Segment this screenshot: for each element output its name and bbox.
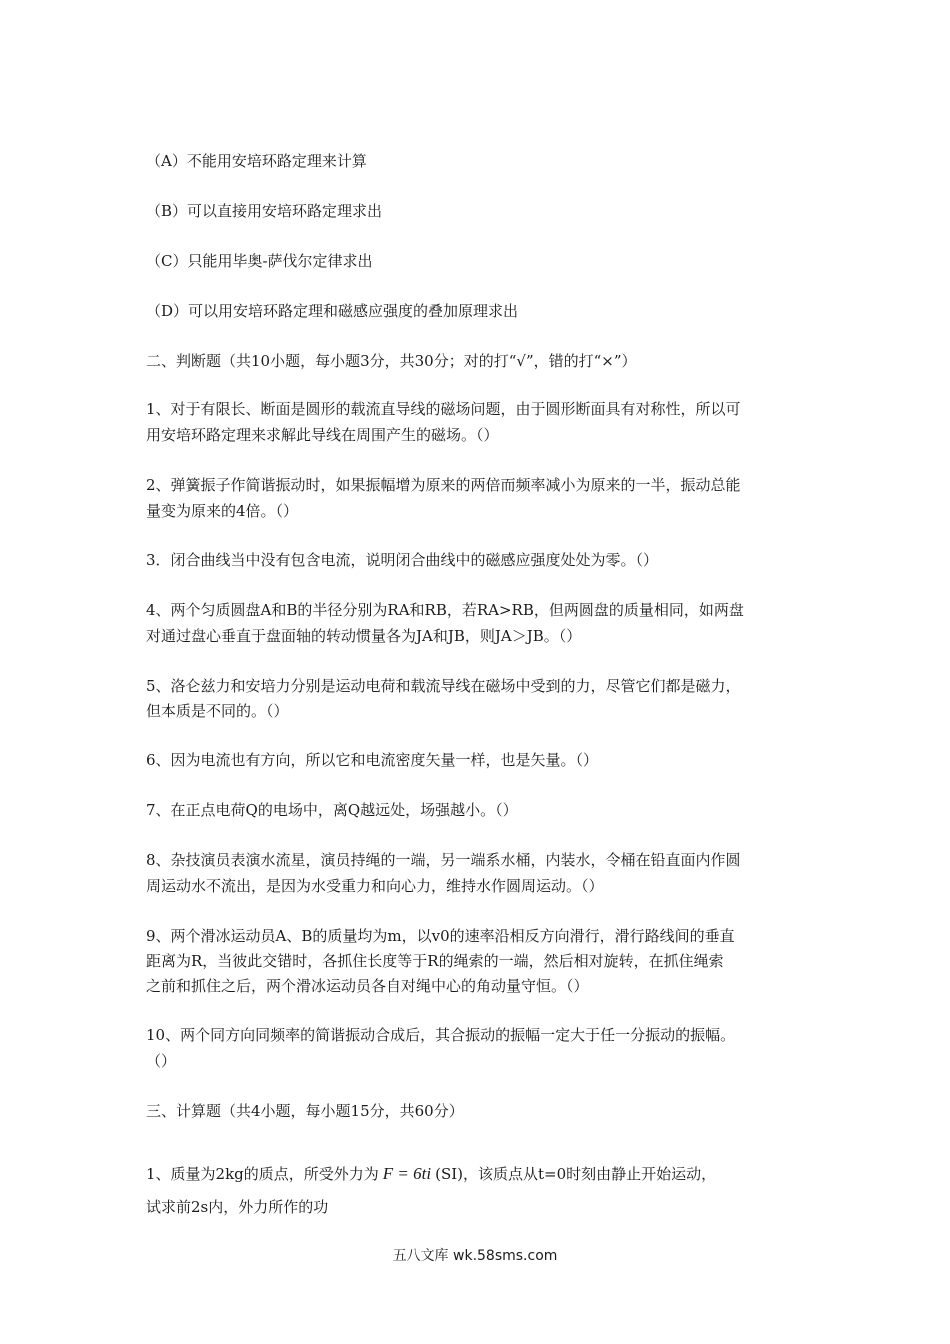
judge-q1-line2: 用安培环路定理来求解此导线在周围产生的磁场。（） [146,426,499,444]
calc-q1-line1 [146,1163,716,1185]
footer-watermark: 五八文库 wk.58sms.com [392,1248,558,1264]
calc-q1-text-b: (SI)，该质点从t=0时刻由静止开始运动， [435,1165,717,1183]
option-d: （D）可以用安培环路定理和磁感应强度的叠加原理求出 [146,302,519,320]
judge-q5-line2: 但本质是不同的。（） [146,702,289,720]
judge-q9-line3: 之前和抓住之后，两个滑冰运动员各自对绳中心的角动量守恒。（） [146,977,589,995]
judge-q10-line2: （） [146,1052,177,1070]
judge-q8-line1: 8、杂技演员表演水流星，演员持绳的一端，另一端系水桶，内装水，令桶在铅直面内作圆 [146,851,741,869]
option-a: （A）不能用安培环路定理来计算 [146,152,367,170]
judge-q2-line1: 2、弹簧振子作简谐振动时，如果振幅增为原来的两倍而频率减小为原来的一半，振动总能 [146,476,741,494]
judge-q3: 3．闭合曲线当中没有包含电流，说明闭合曲线中的磁感应强度处处为零。（） [146,551,659,569]
judge-q1-line1: 1、对于有限长、断面是圆形的载流直导线的磁场问题，由于圆形断面具有对称性，所以可 [146,400,741,418]
judge-q2-line2: 量变为原来的4倍。（） [146,502,299,520]
judge-q10-line1: 10、两个同方向同频率的简谐振动合成后，其合振动的振幅一定大于任一分振动的振幅。 [146,1026,736,1044]
judge-q8-line2: 周运动水不流出，是因为水受重力和向心力，维持水作圆周运动。（） [146,877,604,895]
calc-q1-line2: 试求前2s内，外力所作的功 [146,1198,329,1216]
judge-q7: 7、在正点电荷Q的电场中，离Q越远处，场强越小。（） [146,801,518,819]
judge-q5-line1: 5、洛仑兹力和安培力分别是运动电荷和载流导线在磁场中受到的力，尽管它们都是磁力， [146,677,741,695]
force-formula: F = 6ti [382,1164,432,1183]
judge-q4-line1: 4、两个匀质圆盘A和B的半径分别为RA和RB，若RA>RB，但两圆盘的质量相同，如两盘 [146,601,744,619]
section3-heading: 三、计算题（共4小题，每小题15分，共60分） [146,1102,464,1120]
judge-q6: 6、因为电流也有方向，所以它和电流密度矢量一样，也是矢量。（） [146,751,599,769]
option-c: （C）只能用毕奥-萨伐尔定律求出 [146,252,373,270]
calc-q1-text-a: 1、质量为2kg的质点，所受外力为 [146,1165,379,1183]
option-b: （B）可以直接用安培环路定理求出 [146,202,383,220]
judge-q4-line2: 对通过盘心垂直于盘面轴的转动惯量各为JA和JB，则JA＞JB。（） [146,627,582,645]
judge-q9-line2: 距离为R，当彼此交错时，各抓住长度等于R的绳索的一端，然后相对旋转，在抓住绳索 [146,952,724,970]
section2-heading: 二、判断题（共10小题，每小题3分，共30分；对的打“√”，错的打“×”） [146,352,637,370]
judge-q9-line1: 9、两个滑冰运动员A、B的质量均为m，以v0的速率沿相反方向滑行，滑行路线间的垂直 [146,927,735,945]
